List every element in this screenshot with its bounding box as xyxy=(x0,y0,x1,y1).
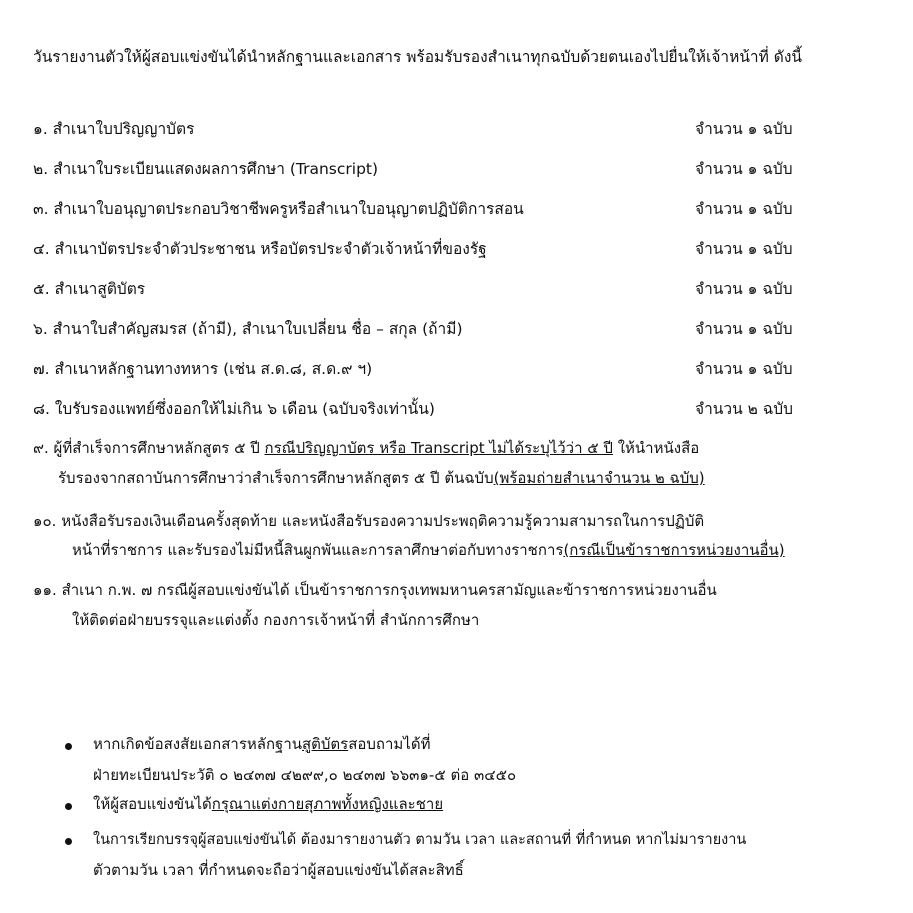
list-item-10-continued xyxy=(72,538,785,562)
note-2 xyxy=(93,792,443,816)
item-text: สำเนาใบปริญญาบัตร xyxy=(52,120,195,138)
item-text: สำเนาสูติบัตร xyxy=(54,280,146,298)
item-number: ๑๐. xyxy=(33,512,57,530)
list-item-2 xyxy=(33,156,378,181)
item-text: สำเนาหลักฐานทางทหาร (เช่น ส.ด.๘, ส.ด.๙ ฯ) xyxy=(54,360,373,378)
item-text-underlined: กรณีปริญญาบัตร หรือ Transcript ไม่ได้ระบุไว้ว่า ๕ ปี xyxy=(264,439,613,457)
item-text: หน้าที่ราชการ และรับรองไม่มีหนี้สินผูกพันและการลาศึกษาต่อกับทางราชการ xyxy=(72,541,564,559)
list-item-11 xyxy=(33,578,717,602)
note-1 xyxy=(93,732,430,756)
item-count-8: จำนวน ๒ ฉบับ xyxy=(695,400,793,418)
list-item-9-continued xyxy=(58,466,705,490)
note-1-phone: ฝ่ายทะเบียนประวัติ ๐ ๒๔๓๗ ๔๒๙๙,๐ ๒๔๓๗ ๖๖๓๑-๕ ต่อ ๓๔๕๐ xyxy=(93,766,517,784)
item-text: สำเนา ก.พ. ๗ กรณีผู้สอบแข่งขันได้ เป็นข้าราชการกรุงเทพมหานครสามัญและข้าราชการหน่วยงานอื่น xyxy=(61,581,717,599)
note-text: สอบถามได้ที่ xyxy=(348,735,431,753)
note-3: ในการเรียกบรรจุผู้สอบแข่งขันได้ ต้องมารายงานตัว ตามวัน เวลา และสถานที่ ที่กำหนด หากไม่มารายงาน xyxy=(93,832,747,848)
item-number: ๕. xyxy=(33,280,50,298)
item-number: ๖. xyxy=(33,320,48,338)
item-count-3: จำนวน ๑ ฉบับ xyxy=(695,200,793,218)
item-text: รับรองจากสถาบันการศึกษาว่าสำเร็จการศึกษาหลักสูตร ๕ ปี ต้นฉบับ xyxy=(58,469,494,487)
item-count-2: จำนวน ๑ ฉบับ xyxy=(695,160,793,178)
list-item-1 xyxy=(33,116,194,141)
item-text: หนังสือรับรองเงินเดือนครั้งสุดท้าย และหนังสือรับรองความประพฤติความรู้ความสามารถในการปฏิบัติ xyxy=(61,512,705,530)
item-number: ๒. xyxy=(33,160,49,178)
item-number: ๗. xyxy=(33,360,50,378)
item-count-6: จำนวน ๑ ฉบับ xyxy=(695,320,793,338)
list-item-3 xyxy=(33,196,524,221)
item-number: ๔. xyxy=(33,240,50,258)
item-count-5: จำนวน ๑ ฉบับ xyxy=(695,280,793,298)
list-item-5 xyxy=(33,276,145,301)
note-text: หากเกิดข้อสงสัยเอกสารหลักฐาน xyxy=(93,735,302,753)
note-text: ให้ผู้สอบแข่งขันได้ xyxy=(93,795,212,813)
item-text-underlined: (พร้อมถ่ายสำเนาจำนวน ๒ ฉบับ) xyxy=(493,469,705,487)
item-number: ๘. xyxy=(33,400,50,418)
list-item-6 xyxy=(33,316,463,341)
item-text: ใบรับรองแพทย์ซึ่งออกให้ไม่เกิน ๖ เดือน (ฉบับจริงเท่านั้น) xyxy=(54,400,435,418)
item-count-7: จำนวน ๑ ฉบับ xyxy=(695,360,793,378)
item-count-4: จำนวน ๑ ฉบับ xyxy=(695,240,793,258)
list-item-10 xyxy=(33,509,704,533)
item-text: สำเนาบัตรประจำตัวประชาชน หรือบัตรประจำตัวเจ้าหน้าที่ของรัฐ xyxy=(54,240,487,258)
item-text: ให้นำหนังสือ xyxy=(612,439,700,457)
bullet-icon xyxy=(65,803,72,810)
item-number: ๑๑. xyxy=(33,581,57,599)
item-number: ๙. xyxy=(33,439,49,457)
note-text-underlined: กรุณาแต่งกายสุภาพทั้งหญิงและชาย xyxy=(211,795,444,813)
note-text-underlined: สูติบัตร xyxy=(302,735,349,753)
item-number: ๓. xyxy=(33,200,49,218)
list-item-8 xyxy=(33,396,435,421)
list-item-9 xyxy=(33,436,699,460)
item-text: สำเนาใบระเบียนแสดงผลการศึกษา (Transcript) xyxy=(53,160,379,178)
list-item-11-continued: ให้ติดต่อฝ่ายบรรจุและแต่งตั้ง กองการเจ้าหน้าที่ สำนักการศึกษา xyxy=(72,611,480,629)
item-number: ๑. xyxy=(33,120,48,138)
list-item-4 xyxy=(33,236,487,261)
note-3-continued: ตัวตามวัน เวลา ที่กำหนดจะถือว่าผู้สอบแข่งขันได้สละสิทธิ์ xyxy=(93,861,464,879)
item-text: สำนาใบสำคัญสมรส (ถ้ามี), สำเนาใบเปลี่ยน ชื่อ – สกุล (ถ้ามี) xyxy=(52,320,463,338)
intro-text: วันรายงานตัวให้ผู้สอบแข่งขันได้นำหลักฐานและเอกสาร พร้อมรับรองสำเนาทุกฉบับด้วยตนเองไปยื่นให้เจ้าหน้าที่ ดังนี้ xyxy=(33,48,802,66)
bullet-icon xyxy=(65,838,72,845)
item-text: ผู้ที่สำเร็จการศึกษาหลักสูตร ๕ ปี xyxy=(53,439,265,457)
list-item-7 xyxy=(33,356,372,381)
item-count-1: จำนวน ๑ ฉบับ xyxy=(695,120,793,138)
item-text: สำเนาใบอนุญาตประกอบวิชาชีพครูหรือสำเนาใบอนุญาตปฏิบัติการสอน xyxy=(53,200,524,218)
bullet-icon xyxy=(65,743,72,750)
item-text-underlined: (กรณีเป็นข้าราชการหน่วยงานอื่น) xyxy=(563,541,785,559)
